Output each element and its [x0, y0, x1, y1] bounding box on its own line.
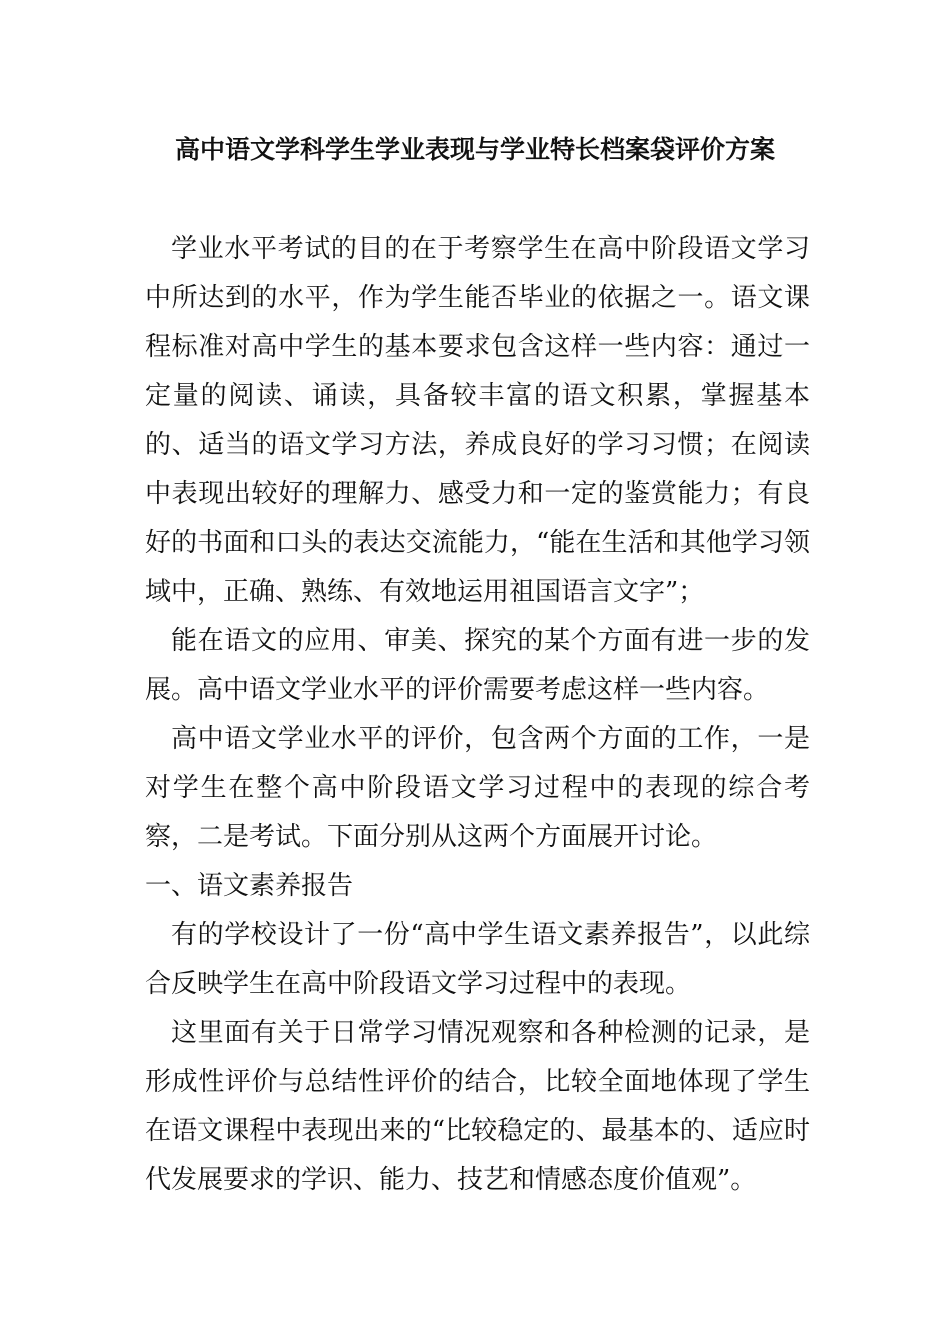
document-title: 高中语文学科学生学业表现与学业特长档案袋评价方案	[174, 135, 775, 164]
paragraph-3: 高中语文学业水平的评价，包含两个方面的工作，一是对学生在整个高中阶段语文学习过程中的表现的综合考察，二是考试。下面分别从这两个方面展开讨论。	[145, 724, 810, 852]
section-heading: 一、语文素养报告	[145, 871, 354, 901]
document-body	[145, 225, 810, 1205]
paragraph-2: 能在语文的应用、审美、探究的某个方面有进一步的发展。高中语文学业水平的评价需要考虑这样一些内容。	[145, 626, 810, 705]
paragraph-5: 这里面有关于日常学习情况观察和各种检测的记录，是形成性评价与总结性评价的结合，比较全面地体现了学生在语文课程中表现出来的“比较稳定的、最基本的、适应时代发展要求的学识、能力、技艺和情感态度价值观”。	[145, 1018, 810, 1195]
paragraph-4: 有的学校设计了一份“高中学生语文素养报告”，以此综合反映学生在高中阶段语文学习过程中的表现。	[145, 920, 810, 999]
paragraph-1: 学业水平考试的目的在于考察学生在高中阶段语文学习中所达到的水平，作为学生能否毕业的依据之一。语文课程标准对高中学生的基本要求包含这样一些内容：通过一定量的阅读、诵读，具备较丰富的语文积累，掌握基本的、适当的语文学习方法，养成良好的学习习惯；在阅读中表现出较好的理解力、感受力和一定的鉴赏能力；有良好的书面和口头的表达交流能力，“能在生活和其他学习领域中，正确、熟练、有效地运用祖国语言文字”；	[145, 234, 810, 607]
